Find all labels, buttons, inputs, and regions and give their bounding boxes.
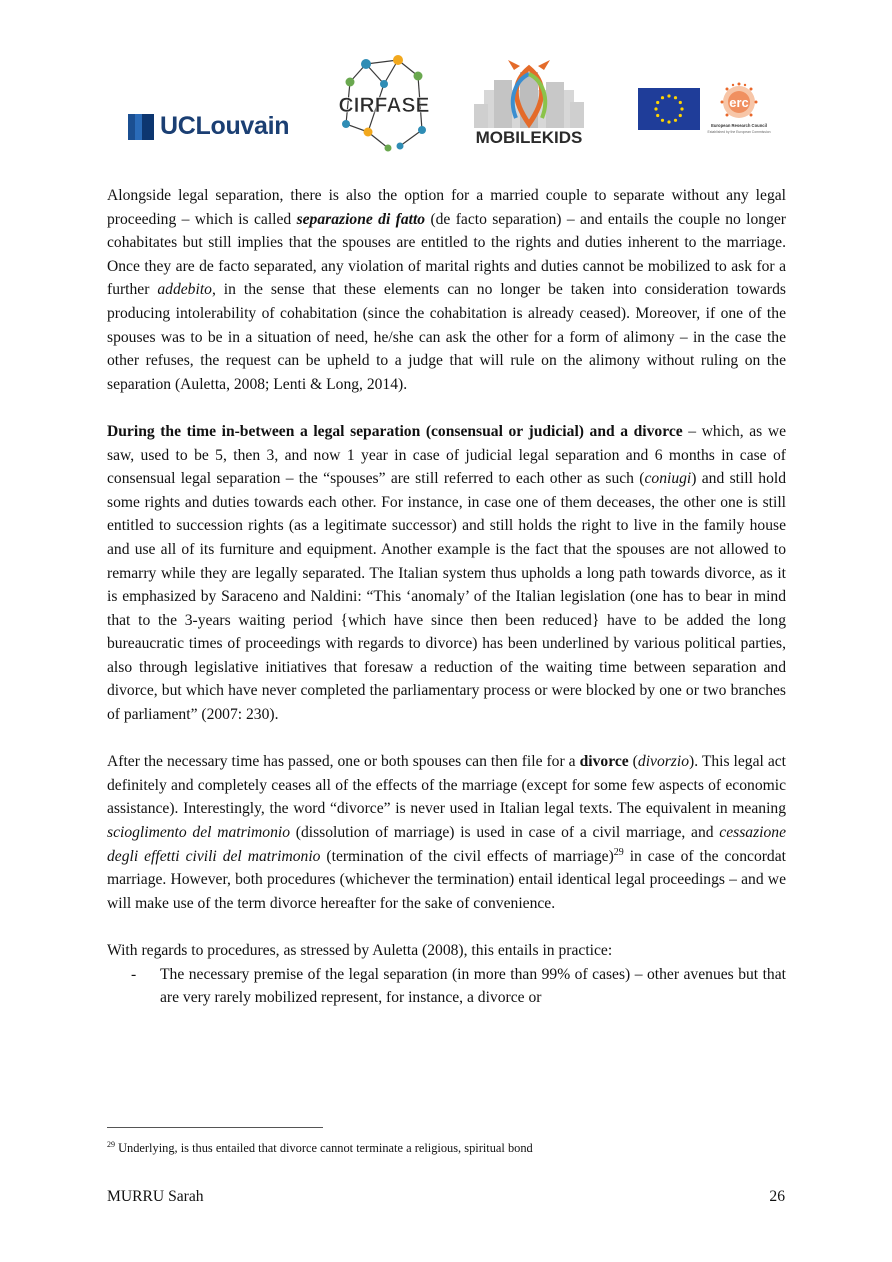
term-divorzio: divorzio: [637, 753, 690, 771]
mobilekids-logo: [460, 60, 598, 148]
paragraph-in-between-period: [107, 420, 786, 727]
paragraph-procedures-intro: With regards to procedures, as stressed by Auletta (2008), this entails in practice:: [107, 942, 613, 959]
page-number: 26: [769, 1188, 785, 1205]
text-run: ) and still hold some rights and duties towards each other. For instance, in case one of them deceases, the other one is still entitled to succession rights (as a legitimate successor) and still holds the right to live in the family house and use all of its furniture and equipment. Another example is the fact that the spouses are not allowed to remarry while they are legally separated. The Italian system thus upholds a long path towards divorce, as it is emphasized by Saraceno and Naldini: “This ‘anomaly’ of the Italian legislation (one has to bear in mind that to the 3-years waiting period {which have since then been reduced} have to be added the long bureaucratic times of proceedings with regards to divorce) has been underlined by various political parties, also through legislative initiatives that foresaw a reduction of the waiting time between separation and divorce, but which have never completed the parliamentary process or were blocked by one or two branches of parliament” (2007: 230).: [107, 470, 786, 724]
term-coniugi: coniugi: [644, 470, 692, 488]
eu-flag-logo: [638, 88, 700, 130]
term-addebito: addebito: [157, 281, 212, 299]
term-scioglimento: scioglimento del matrimonio: [107, 824, 291, 842]
cirfase-wordmark: CIRFASE: [338, 94, 430, 117]
body-content: [107, 184, 786, 1010]
bold-lead: During the time in-between a legal separation (consensual or judicial) and a divorce: [107, 422, 683, 440]
uclouvain-logo: [128, 112, 289, 141]
term-divorce: divorce: [579, 753, 629, 771]
list-item-text: The necessary premise of the legal separation (in more than 99% of cases) – other avenues but that are very rarely mobilized represent, for instance, a divorce or: [160, 965, 786, 1007]
footnote-number: 29: [107, 1139, 115, 1149]
text-run: After the necessary time has passed, one or both spouses can then file for a: [107, 753, 580, 771]
paragraph-divorce: [107, 750, 786, 915]
footnote-reference[interactable]: 29: [613, 846, 624, 858]
text-run: in case of the concordat marriage. However, both procedures (whichever the termination) entail identical legal proceedings – and we will make use of the term divorce hereafter for the sake of convenience.: [107, 847, 786, 912]
text-run: – which, as we saw, used to be 5, then 3, and now 1 year in case of judicial legal separation and 6 months in case of consensual legal separation – the “spouses” are still referred to each other as such (: [107, 422, 786, 488]
text-run: (de facto separation) – and entails the couple no longer cohabitates but still implies that the spouses are entitled to the rights and duties inherent to the marriage. Once they are de facto separated, any violation of marital rights and duties cannot be mobilized to ask for a further: [107, 210, 786, 299]
procedures-list: [107, 963, 786, 1010]
footnote-separator: [107, 1127, 323, 1128]
footer-author: MURRU Sarah: [107, 1188, 204, 1205]
erc-wordmark: erc: [729, 95, 749, 110]
list-item: [107, 963, 786, 1010]
cirfase-logo: [338, 54, 430, 152]
mobilekids-wordmark: MOBILEKIDS: [475, 128, 583, 147]
term-separazione-di-fatto: separazione di fatto: [296, 210, 426, 228]
text-run: (dissolution of marriage) is used in case of a civil marriage, and: [290, 824, 720, 842]
list-dash: -: [131, 965, 137, 983]
footnote: [107, 1140, 533, 1156]
uclouvain-wordmark: UCLouvain: [160, 112, 290, 140]
paragraph-de-facto-separation: [107, 184, 786, 396]
text-run: ). This legal act definitely and completely ceases all of the effects of the marriage (except for some few aspects of economic assistance). Interestingly, the word “divorce” is never used in Italian legal texts. The equivalent in meaning: [107, 753, 787, 818]
text-run: , in the sense that these elements can no longer be taken into consideration towards producing intolerability of cohabitation (since the cohabitation is already ceased). Moreover, if one of the spouses was to be in a situation of need, he/she can ask the other for a form of alimony – in the case the other refuses, the request can be upheld to a judge that will rule on the alimony without ruling on the separation (Auletta, 2008; Lenti & Long, 2014).: [107, 281, 786, 393]
erc-logo: [706, 80, 772, 138]
text-run: Alongside legal separation, there is also the option for a married couple to separate without any legal proceeding – which is called: [107, 187, 786, 228]
erc-subtitle-2: Established by the European Commission: [707, 130, 771, 134]
uclouvain-mark-icon: [128, 114, 154, 140]
term-cessazione: cessazione degli effetti civili del matrimonio: [107, 824, 786, 865]
text-run: (termination of the civil effects of marriage): [320, 847, 614, 865]
erc-subtitle: European Research Council: [711, 123, 767, 128]
header-logos: [0, 54, 892, 154]
footnote-text: Underlying, is thus entailed that divorce cannot terminate a religious, spiritual bond: [115, 1141, 533, 1155]
text-run: (: [628, 753, 638, 771]
